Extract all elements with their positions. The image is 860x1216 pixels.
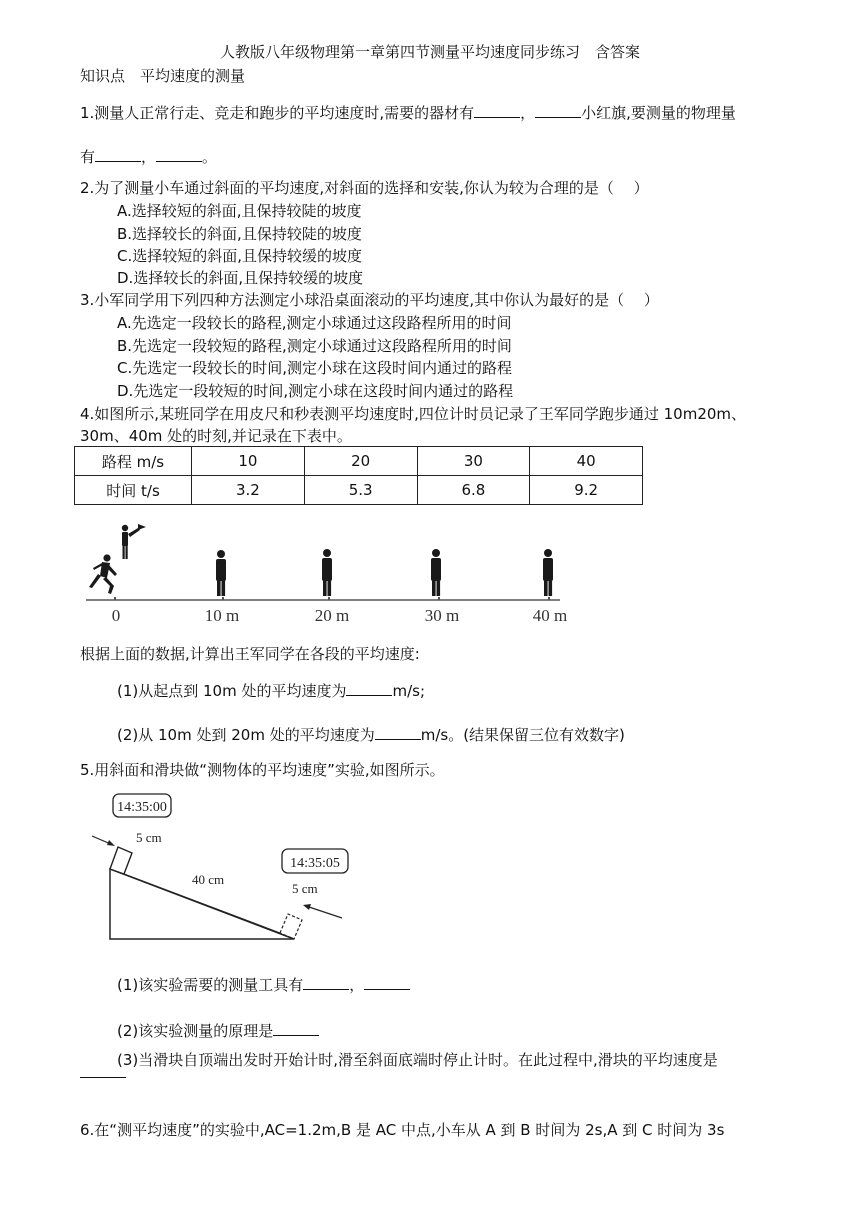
q1-sep: ， <box>520 104 536 122</box>
q5-part-3-answer <box>80 1062 126 1083</box>
question-5-stem: 5.用斜面和滑块做“测物体的平均速度”实验,如图所示。 <box>80 761 445 779</box>
timekeeper-figure <box>543 549 553 596</box>
table-cell: 3.2 <box>192 476 305 505</box>
answer-blank[interactable] <box>80 1062 126 1078</box>
q2-option-b[interactable]: B.选择较长的斜面,且保持较陡的坡度 <box>117 225 362 243</box>
q2-option-c[interactable]: C.选择较短的斜面,且保持较缓的坡度 <box>117 247 363 265</box>
table-cell: 5.3 <box>304 476 417 505</box>
track-label: 0 <box>111 606 121 625</box>
starter-figure <box>122 524 146 559</box>
table-cell: 30 <box>417 447 530 476</box>
timekeeper-figure <box>431 549 441 596</box>
q1-sep-2: ， <box>141 148 157 166</box>
q2-option-a[interactable]: A.选择较短的斜面,且保持较陡的坡度 <box>117 202 362 220</box>
question-2-stem: 2.为了测量小车通过斜面的平均速度,对斜面的选择和安装,你认为较为合理的是（ ） <box>80 179 649 197</box>
q3-option-c[interactable]: C.先选定一段较长的时间,测定小球在这段时间内通过的路程 <box>117 359 513 377</box>
q3-option-d[interactable]: D.先选定一段较短的时间,测定小球在这段时间内通过的路程 <box>117 382 514 400</box>
track-label: 30 m <box>424 606 460 625</box>
table-cell: 10 <box>192 447 305 476</box>
question-3-stem: 3.小军同学用下列四种方法测定小球沿桌面滚动的平均速度,其中你认为最好的是（ ） <box>80 291 659 309</box>
q5-part-3: (3)当滑块自顶端出发时开始计时,滑至斜面底端时停止计时。在此过程中,滑块的平均速度是 <box>117 1051 718 1069</box>
timekeeper-figure <box>322 549 332 596</box>
q4-part-1 <box>117 680 425 701</box>
q1-text-b: 小红旗,要测量的物理量 <box>581 104 736 122</box>
question-1-line-2 <box>80 146 217 167</box>
q5-part-2-text: (2)该实验测量的原理是 <box>117 1022 274 1040</box>
q5-part-1 <box>117 974 410 995</box>
question-4-stem-line-1: 4.如图所示,某班同学在用皮尺和秒表测平均速度时,四位计时员记录了王军同学跑步通过 10m20m、 <box>80 405 747 423</box>
table-row <box>75 447 643 476</box>
q4-part-2 <box>117 724 625 745</box>
answer-blank[interactable] <box>375 724 421 740</box>
section-heading: 知识点 平均速度的测量 <box>80 67 246 85</box>
q5-part-1-sep: ， <box>349 976 365 994</box>
table-header-cell: 路程 m/s <box>75 447 192 476</box>
start-clock-time: 14:35:00 <box>117 800 167 815</box>
label-block-bottom: 5 cm <box>292 881 318 896</box>
answer-blank[interactable] <box>95 146 141 162</box>
q5-part-2 <box>117 1020 319 1041</box>
q5-part-1-text: (1)该实验需要的测量工具有 <box>117 976 304 994</box>
block-top <box>110 847 132 874</box>
q4-part-2-unit: m/s。(结果保留三位有效数字) <box>420 726 625 744</box>
table-cell: 6.8 <box>417 476 530 505</box>
answer-blank[interactable] <box>273 1020 319 1036</box>
q4-prompt: 根据上面的数据,计算出王军同学在各段的平均速度: <box>80 645 420 663</box>
table-cell: 20 <box>304 447 417 476</box>
question-1-line-1 <box>80 102 736 123</box>
data-table <box>74 446 643 505</box>
answer-blank[interactable] <box>346 680 392 696</box>
track-label: 20 m <box>314 606 350 625</box>
table-cell: 40 <box>530 447 643 476</box>
track-label: 10 m <box>204 606 240 625</box>
document-title: 人教版八年级物理第一章第四节测量平均速度同步练习 含答案 <box>219 43 640 61</box>
table-cell: 9.2 <box>530 476 643 505</box>
q1-end: 。 <box>202 148 218 166</box>
q4-part-2-text: (2)从 10m 处到 20m 处的平均速度为 <box>117 726 375 744</box>
q1-text-a: 1.测量人正常行走、竞走和跑步的平均速度时,需要的器材有 <box>80 104 475 122</box>
q2-option-d[interactable]: D.选择较长的斜面,且保持较缓的坡度 <box>117 269 364 287</box>
q4-part-1-unit: m/s; <box>392 682 426 700</box>
answer-blank[interactable] <box>303 974 349 990</box>
q1-text-c: 有 <box>80 148 96 166</box>
answer-blank[interactable] <box>535 102 581 118</box>
end-clock-time: 14:35:05 <box>290 856 340 871</box>
answer-blank[interactable] <box>474 102 520 118</box>
timekeeper-figure <box>216 550 226 596</box>
track-label: 40 m <box>532 606 568 625</box>
q3-option-b[interactable]: B.先选定一段较短的路程,测定小球通过这段路程所用的时间 <box>117 337 512 355</box>
label-block-top: 5 cm <box>136 830 162 845</box>
running-track-figure <box>80 518 580 630</box>
table-header-cell: 时间 t/s <box>75 476 192 505</box>
slope-figure <box>80 790 370 950</box>
q3-option-a[interactable]: A.先选定一段较长的路程,测定小球通过这段路程所用的时间 <box>117 314 512 332</box>
label-slope-length: 40 cm <box>192 872 225 887</box>
answer-blank[interactable] <box>364 974 410 990</box>
table-row <box>75 476 643 505</box>
q4-part-1-text: (1)从起点到 10m 处的平均速度为 <box>117 682 347 700</box>
question-4-stem-line-2: 30m、40m 处的时刻,并记录在下表中。 <box>80 427 352 445</box>
question-6-stem: 6.在“测平均速度”的实验中,AC=1.2m,B 是 AC 中点,小车从 A 到 B 时间为 2s,A 到 C 时间为 3s <box>80 1121 725 1139</box>
runner-figure <box>89 554 117 594</box>
answer-blank[interactable] <box>156 146 202 162</box>
